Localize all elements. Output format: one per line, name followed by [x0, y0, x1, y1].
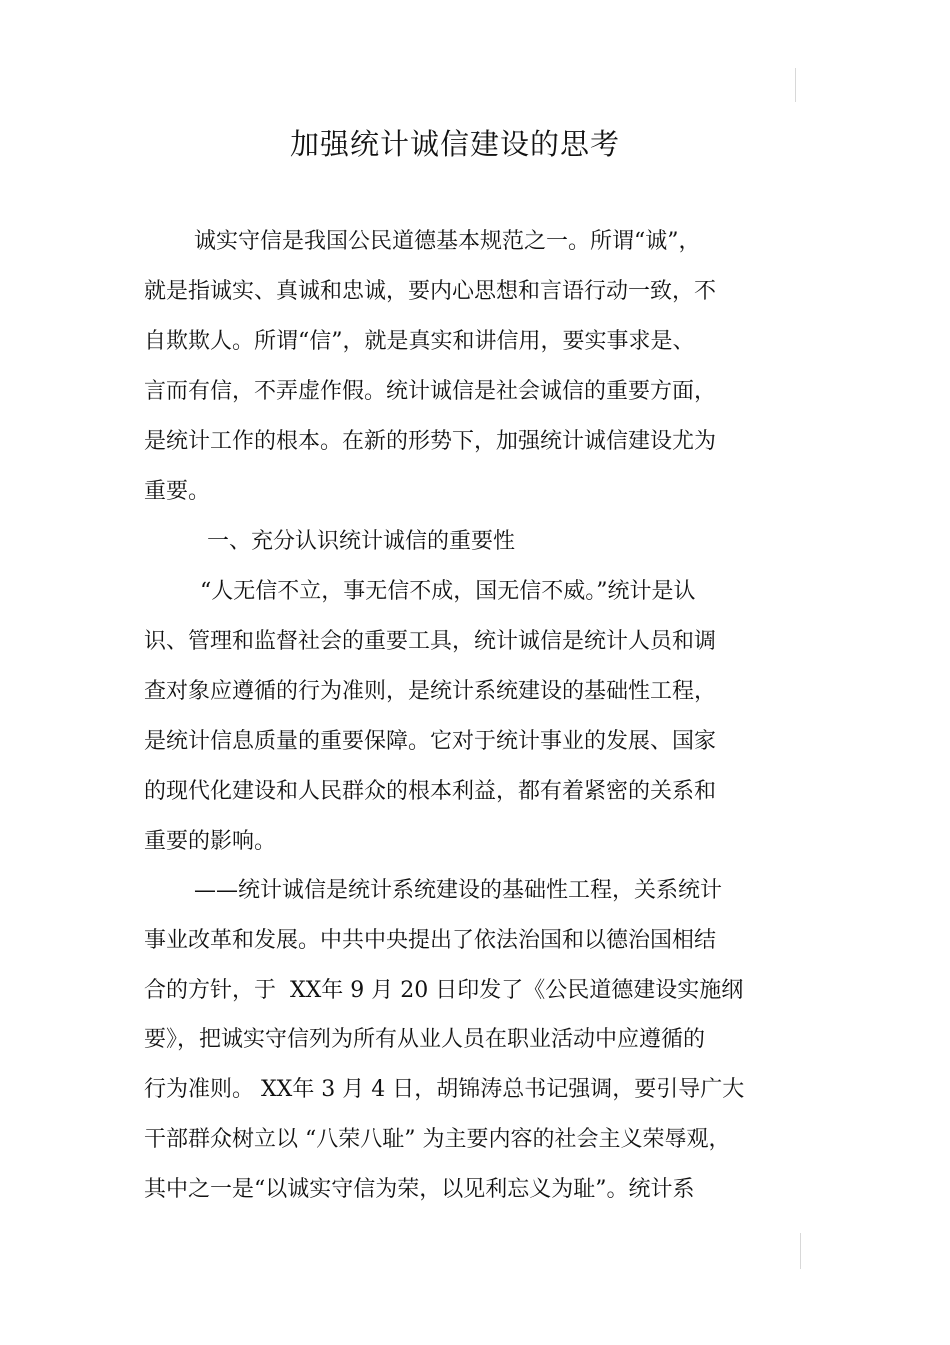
paragraph-line: 诚实守信是我国公民道德基本规范之一。所谓“诚”， [194, 229, 701, 254]
paragraph-line: 自欺欺人。所谓“信”，就是真实和讲信用，要实事求是、 [144, 329, 695, 354]
paragraph-line: 要》，把诚实守信列为所有从业人员在职业活动中应遵循的 [144, 1027, 706, 1052]
paragraph-line: 重要。 [144, 479, 211, 504]
document-title: 加强统计诚信建设的思考 [289, 127, 620, 161]
paragraph-line: 合的方针，于 XX年 9 月 20 日印发了《公民道德建设实施纲 [144, 978, 744, 1003]
paragraph-line: 干部群众树立以 “八荣八耻” 为主要内容的社会主义荣辱观， [144, 1127, 731, 1152]
paragraph-line: 言而有信，不弄虚作假。统计诚信是社会诚信的重要方面， [144, 379, 717, 404]
page-edge-mark-bottom [800, 1233, 801, 1269]
paragraph-line: “人无信不立，事无信不成，国无信不威。”统计是认 [200, 579, 696, 604]
paragraph-line: 其中之一是“以诚实守信为荣，以见利忘义为耻”。统计系 [144, 1177, 695, 1202]
paragraph-line: 事业改革和发展。中共中央提出了依法治国和以德治国相结 [144, 928, 717, 953]
paragraph-line: 重要的影响。 [144, 829, 277, 854]
paragraph-line: 的现代化建设和人民群众的根本利益，都有着紧密的关系和 [144, 779, 717, 804]
paragraph-line: 查对象应遵循的行为准则，是统计系统建设的基础性工程， [144, 679, 717, 704]
page-edge-mark-top [795, 68, 796, 102]
paragraph-line: 是统计工作的根本。在新的形势下，加强统计诚信建设尤为 [144, 429, 717, 454]
paragraph-line: 是统计信息质量的重要保障。它对于统计事业的发展、国家 [144, 729, 717, 754]
paragraph-line: 就是指诚实、真诚和忠诚，要内心思想和言语行动一致，不 [144, 279, 717, 304]
paragraph-line: 识、管理和监督社会的重要工具，统计诚信是统计人员和调 [144, 629, 717, 654]
paragraph-line: ——统计诚信是统计系统建设的基础性工程，关系统计 [194, 878, 723, 903]
paragraph-line: 行为准则。 XX年 3 月 4 日，胡锦涛总书记强调，要引导广大 [144, 1077, 745, 1102]
section-heading: 一、充分认识统计诚信的重要性 [207, 529, 516, 554]
